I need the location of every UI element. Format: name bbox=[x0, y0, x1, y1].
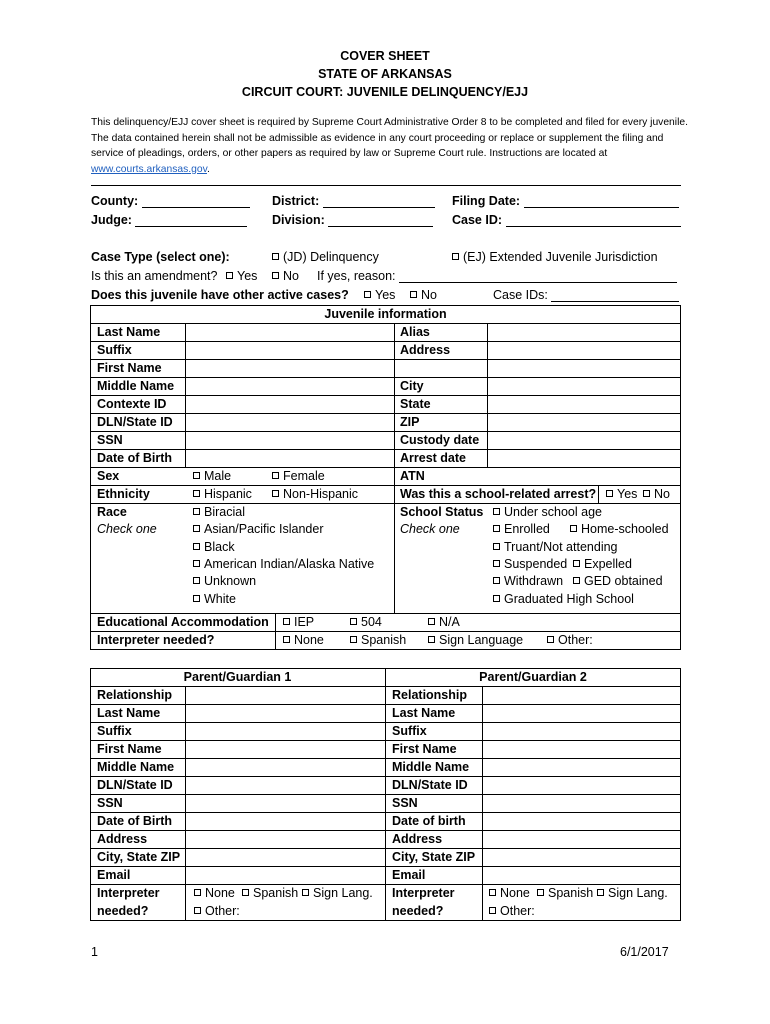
checkbox-icon[interactable] bbox=[428, 636, 435, 643]
school-status-label: School Status bbox=[400, 505, 484, 519]
filing-date-field[interactable] bbox=[452, 194, 679, 208]
case-id-field[interactable] bbox=[452, 213, 681, 227]
checkbox-icon[interactable] bbox=[350, 618, 357, 625]
guardian1-title: Parent/Guardian 1 bbox=[183, 670, 292, 684]
status-expelled[interactable]: Expelled bbox=[573, 557, 632, 571]
guardian1-label: Date of Birth bbox=[97, 814, 172, 828]
checkbox-icon[interactable] bbox=[410, 291, 417, 298]
checkbox-icon[interactable] bbox=[493, 560, 500, 567]
juvenile-label: State bbox=[400, 397, 431, 411]
status-graduated[interactable]: Graduated High School bbox=[493, 592, 634, 606]
atn-label: ATN bbox=[400, 469, 425, 483]
interp-none[interactable]: None bbox=[283, 633, 324, 647]
sex-male[interactable]: Male bbox=[193, 469, 231, 483]
amendment-no[interactable]: No bbox=[272, 269, 299, 283]
checkbox-icon[interactable] bbox=[194, 889, 201, 896]
interp-spanish[interactable]: Spanish bbox=[350, 633, 406, 647]
county-field[interactable] bbox=[91, 194, 250, 208]
checkbox-icon[interactable] bbox=[350, 636, 357, 643]
checkbox-icon[interactable] bbox=[194, 907, 201, 914]
checkbox-icon[interactable] bbox=[643, 490, 650, 497]
race-native[interactable]: American Indian/Alaska Native bbox=[193, 557, 374, 571]
checkbox-icon[interactable] bbox=[428, 618, 435, 625]
courts-website-link[interactable]: www.courts.arkansas.gov bbox=[91, 163, 207, 175]
school-arrest-label: Was this a school-related arrest? bbox=[400, 487, 597, 501]
checkbox-icon[interactable] bbox=[573, 560, 580, 567]
juvenile-label: First Name bbox=[97, 361, 162, 375]
checkbox-icon[interactable] bbox=[493, 543, 500, 550]
checkbox-icon[interactable] bbox=[570, 525, 577, 532]
checkbox-icon[interactable] bbox=[606, 490, 613, 497]
title-cover-sheet: COVER SHEET bbox=[340, 49, 430, 63]
checkbox-icon[interactable] bbox=[547, 636, 554, 643]
form-date: 6/1/2017 bbox=[620, 945, 669, 959]
page-number: 1 bbox=[91, 945, 98, 959]
guardian1-label: SSN bbox=[97, 796, 123, 810]
checkbox-icon[interactable] bbox=[537, 889, 544, 896]
checkbox-icon[interactable] bbox=[193, 472, 200, 479]
guardian1-label: DLN/State ID bbox=[97, 778, 173, 792]
status-enrolled[interactable]: Enrolled bbox=[493, 522, 550, 536]
guardian2-label: Address bbox=[392, 832, 443, 846]
guardian1-label: Suffix bbox=[97, 724, 132, 738]
status-suspended[interactable]: Suspended bbox=[493, 557, 567, 571]
title-state: STATE OF ARKANSAS bbox=[318, 67, 452, 81]
checkbox-icon[interactable] bbox=[193, 490, 200, 497]
title-court: CIRCUIT COURT: JUVENILE DELINQUENCY/EJJ bbox=[241, 85, 529, 99]
g2-interp-other[interactable]: Other: bbox=[489, 904, 535, 918]
status-truant[interactable]: Truant/Not attending bbox=[493, 540, 618, 554]
division-line[interactable] bbox=[328, 215, 433, 227]
checkbox-icon[interactable] bbox=[242, 889, 249, 896]
guardian1-label: Email bbox=[97, 868, 131, 882]
divider bbox=[91, 185, 681, 186]
guardian1-label: Last Name bbox=[97, 706, 161, 720]
g1-interp-label-2: needed? bbox=[97, 904, 149, 918]
race-hint: Check one bbox=[97, 522, 157, 536]
filing-date-line[interactable] bbox=[524, 196, 679, 208]
amendment-yes[interactable]: Yes bbox=[226, 269, 257, 283]
race-black[interactable]: Black bbox=[193, 540, 235, 554]
guardian2-label: City, State ZIP bbox=[392, 850, 476, 864]
reason-line[interactable] bbox=[399, 271, 677, 283]
active-cases-yes[interactable]: Yes bbox=[364, 288, 395, 302]
case-type-jd[interactable]: (JD) Delinquency bbox=[272, 250, 379, 264]
checkbox-icon[interactable] bbox=[597, 889, 604, 896]
guardian2-label: Relationship bbox=[392, 688, 468, 702]
status-under-age[interactable]: Under school age bbox=[493, 505, 602, 519]
g2-interp-spanish[interactable]: Spanish bbox=[537, 886, 593, 900]
checkbox-icon[interactable] bbox=[493, 508, 500, 515]
county-label: County: bbox=[91, 194, 139, 208]
edu-iep[interactable]: IEP bbox=[283, 615, 314, 629]
judge-line[interactable] bbox=[135, 215, 247, 227]
checkbox-icon[interactable] bbox=[364, 291, 371, 298]
juvenile-label: Date of Birth bbox=[97, 451, 172, 465]
county-line[interactable] bbox=[142, 196, 250, 208]
guardian1-label: Relationship bbox=[97, 688, 173, 702]
guardian1-label: First Name bbox=[97, 742, 162, 756]
ethnicity-hispanic[interactable]: Hispanic bbox=[193, 487, 252, 501]
checkbox-icon[interactable] bbox=[283, 636, 290, 643]
school-status-hint: Check one bbox=[400, 522, 460, 536]
checkbox-icon[interactable] bbox=[193, 577, 200, 584]
edu-na[interactable]: N/A bbox=[428, 615, 460, 629]
g1-interp-other[interactable]: Other: bbox=[194, 904, 240, 918]
district-field[interactable] bbox=[272, 194, 435, 208]
case-ids-field[interactable]: Case IDs: bbox=[493, 288, 679, 302]
guardian2-label: SSN bbox=[392, 796, 418, 810]
checkbox-icon[interactable] bbox=[302, 889, 309, 896]
checkbox-icon[interactable] bbox=[493, 595, 500, 602]
g2-interp-sign[interactable]: Sign Lang. bbox=[597, 886, 668, 900]
g1-interp-none[interactable]: None bbox=[194, 886, 235, 900]
edu-504[interactable]: 504 bbox=[350, 615, 382, 629]
status-ged[interactable]: GED obtained bbox=[573, 574, 663, 588]
status-home-schooled[interactable]: Home-schooled bbox=[570, 522, 669, 536]
district-label: District: bbox=[272, 194, 320, 208]
guardian2-label: First Name bbox=[392, 742, 457, 756]
division-label: Division: bbox=[272, 213, 325, 227]
checkbox-icon[interactable] bbox=[493, 525, 500, 532]
ethnicity-non-hispanic[interactable]: Non-Hispanic bbox=[272, 487, 358, 501]
guardian2-label: Suffix bbox=[392, 724, 427, 738]
guardian2-title: Parent/Guardian 2 bbox=[479, 670, 587, 684]
g2-interp-label-1: Interpreter bbox=[392, 886, 455, 900]
juvenile-label: Contexte ID bbox=[97, 397, 167, 411]
interpreter-label: Interpreter needed? bbox=[97, 633, 215, 647]
checkbox-icon[interactable] bbox=[573, 577, 580, 584]
guardian1-label: Middle Name bbox=[97, 760, 175, 774]
checkbox-icon[interactable] bbox=[272, 472, 279, 479]
case-ids-line[interactable] bbox=[551, 290, 679, 302]
checkbox-icon[interactable] bbox=[193, 543, 200, 550]
checkbox-icon[interactable] bbox=[283, 618, 290, 625]
race-biracial[interactable]: Biracial bbox=[193, 505, 245, 519]
juvenile-label: Alias bbox=[400, 325, 430, 339]
amendment-label: Is this an amendment? bbox=[91, 269, 218, 283]
case-id-label: Case ID: bbox=[452, 213, 503, 227]
g2-interp-label-2: needed? bbox=[392, 904, 444, 918]
division-field[interactable] bbox=[272, 213, 433, 227]
race-unknown[interactable]: Unknown bbox=[193, 574, 256, 588]
checkbox-icon[interactable] bbox=[272, 272, 279, 279]
case-type-label: Case Type (select one): bbox=[91, 250, 230, 264]
active-cases-no[interactable]: No bbox=[410, 288, 437, 302]
district-line[interactable] bbox=[323, 196, 435, 208]
g1-interp-spanish[interactable]: Spanish bbox=[242, 886, 298, 900]
guardian2-label: Email bbox=[392, 868, 426, 882]
filing-date-label: Filing Date: bbox=[452, 194, 521, 208]
juvenile-label: SSN bbox=[97, 433, 123, 447]
judge-field[interactable] bbox=[91, 213, 247, 227]
checkbox-icon[interactable] bbox=[493, 577, 500, 584]
juvenile-label: DLN/State ID bbox=[97, 415, 173, 429]
guardian1-label: City, State ZIP bbox=[97, 850, 181, 864]
checkbox-icon[interactable] bbox=[272, 490, 279, 497]
juvenile-label: Address bbox=[400, 343, 451, 357]
interp-sign-language[interactable]: Sign Language bbox=[428, 633, 523, 647]
juvenile-label: Last Name bbox=[97, 325, 161, 339]
checkbox-icon[interactable] bbox=[226, 272, 233, 279]
race-label: Race bbox=[97, 505, 127, 519]
case-id-line[interactable] bbox=[506, 215, 681, 227]
ethnicity-label: Ethnicity bbox=[97, 487, 150, 501]
case-type-ej[interactable]: (EJ) Extended Juvenile Jurisdiction bbox=[452, 250, 658, 264]
race-white[interactable]: White bbox=[193, 592, 236, 606]
judge-label: Judge: bbox=[91, 213, 132, 227]
checkbox-icon[interactable] bbox=[193, 525, 200, 532]
juvenile-label: Arrest date bbox=[400, 451, 466, 465]
juvenile-label: City bbox=[400, 379, 424, 393]
intro-paragraph bbox=[91, 115, 691, 177]
checkbox-icon[interactable] bbox=[193, 508, 200, 515]
g1-interp-label-1: Interpreter bbox=[97, 886, 160, 900]
amendment-reason[interactable]: If yes, reason: bbox=[317, 269, 677, 283]
checkbox-icon[interactable] bbox=[272, 253, 279, 260]
intro-text: This delinquency/EJJ cover sheet is required by Supreme Court Administrative Order 8 to be completed and filed for every juvenile. The data contained herein shall not be admissible as evidence in any court proceeding or replace or supplement the filing and service of pleadings, orders, or other papers as required by law or Supreme Court rule. Instructions are located at bbox=[91, 117, 688, 159]
g2-interp-none[interactable]: None bbox=[489, 886, 530, 900]
g1-interp-sign[interactable]: Sign Lang. bbox=[302, 886, 373, 900]
juvenile-label: Custody date bbox=[400, 433, 480, 447]
sex-label: Sex bbox=[97, 469, 120, 483]
interp-other[interactable]: Other: bbox=[547, 633, 593, 647]
school-arrest-no[interactable]: No bbox=[643, 487, 670, 501]
sex-female[interactable]: Female bbox=[272, 469, 325, 483]
intro-text-end: . bbox=[206, 163, 210, 175]
checkbox-icon[interactable] bbox=[193, 595, 200, 602]
juvenile-label: Suffix bbox=[97, 343, 132, 357]
juvenile-label: ZIP bbox=[400, 415, 420, 429]
edu-accommodation-label: Educational Accommodation bbox=[97, 615, 269, 629]
checkbox-icon[interactable] bbox=[489, 907, 496, 914]
active-cases-label: Does this juvenile have other active cases? bbox=[91, 288, 349, 302]
checkbox-icon[interactable] bbox=[452, 253, 459, 260]
checkbox-icon[interactable] bbox=[193, 560, 200, 567]
guardian2-label: Date of birth bbox=[392, 814, 466, 828]
status-withdrawn[interactable]: Withdrawn bbox=[493, 574, 563, 588]
guardian1-label: Address bbox=[97, 832, 148, 846]
juvenile-title: Juvenile information bbox=[324, 307, 447, 321]
race-asian[interactable]: Asian/Pacific Islander bbox=[193, 522, 324, 536]
school-arrest-yes[interactable]: Yes bbox=[606, 487, 637, 501]
guardian2-label: Middle Name bbox=[392, 760, 470, 774]
checkbox-icon[interactable] bbox=[489, 889, 496, 896]
juvenile-label: Middle Name bbox=[97, 379, 175, 393]
guardian2-label: Last Name bbox=[392, 706, 456, 720]
guardian2-label: DLN/State ID bbox=[392, 778, 468, 792]
